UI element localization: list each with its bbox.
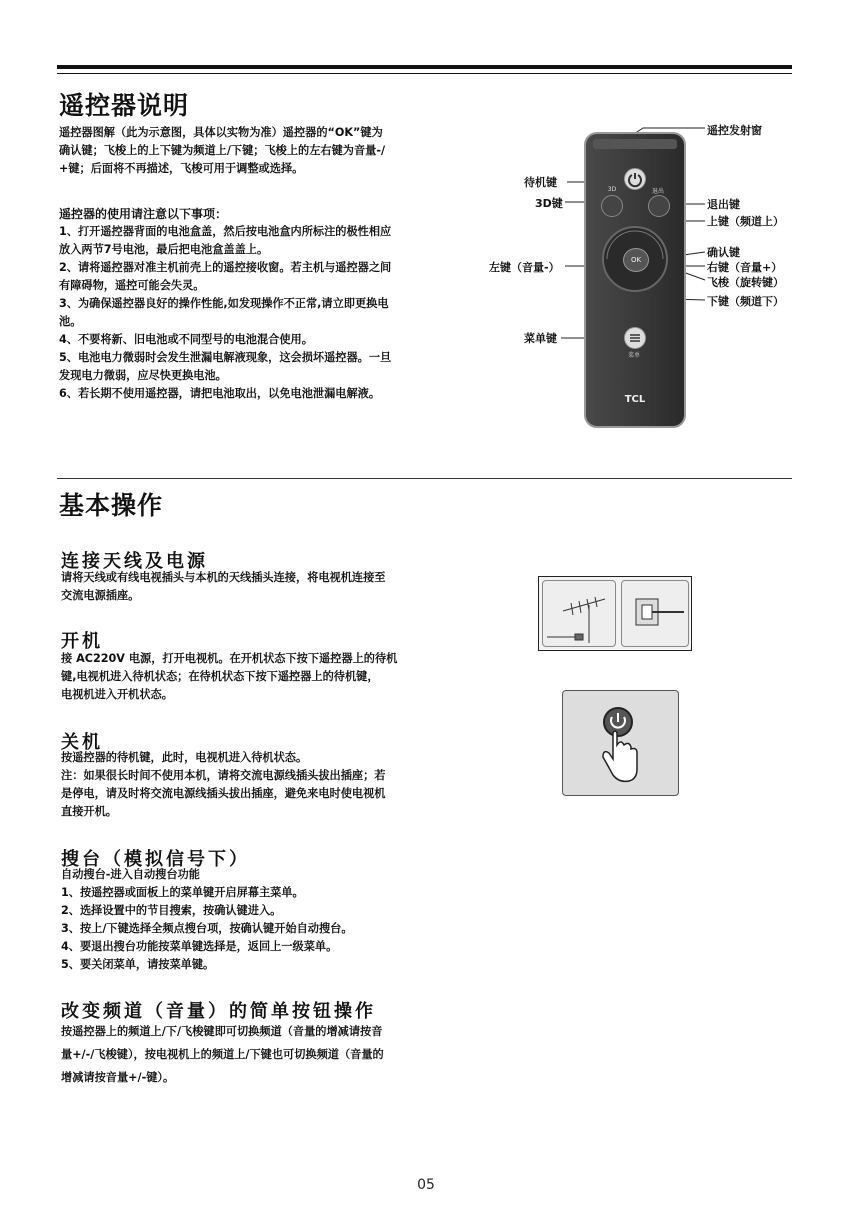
text-line: 6、若长期不使用遥控器，请把电池取出，以免电池泄漏电解液。 [59,387,381,400]
heading-power-off: 关机 [61,732,103,753]
3d-button-label: 3D [607,186,617,193]
text-line: 交流电源插座。 [61,589,140,602]
text-line: 3、按上/下键选择全频点搜台项，按确认键开始自动搜台。 [61,922,353,935]
menu-button-label: 菜单 [627,352,640,359]
label-left: 左键（音量-） [489,261,560,274]
finger-press-icon [563,691,678,795]
exit-button-label: 退出 [651,188,664,195]
text-line: 是停电，请及时将交流电源线插头拔出插座，避免来电时使电视机 [61,787,386,800]
text-line: 池。 [59,315,82,328]
text-line: 键,电视机进入待机状态；在待机状态下按下遥控器上的待机键， [61,670,379,683]
text-line: 按遥控器上的频道上/下/飞梭键即可切换频道（音量的增减请按音 [61,1025,383,1038]
text-line: +键；后面将不再描述，飞梭可用于调整或选择。 [59,162,304,175]
heading-tuning: 搜台（模拟信号下） [61,849,250,870]
text-line: 电视机进入开机状态。 [61,688,173,701]
text-line: 5、电池电力微弱时会发生泄漏电解液现象，这会损坏遥控器。一旦 [59,351,392,364]
power-on-text [61,650,481,704]
text-line: 1、按遥控器或面板上的菜单键开启屏幕主菜单。 [61,886,304,899]
menu-button[interactable] [624,327,646,349]
text-line: 遥控器图解（此为示意图，具体以实物为准）遥控器的“OK”键为 [59,126,383,139]
label-exit: 退出键 [707,198,740,211]
text-line: 4、不要将新、旧电池或不同型号的电池混合使用。 [59,333,313,346]
power-icon [625,169,645,189]
label-jog: 飞梭（旋转键） [707,276,784,289]
text-line: 发现电力微弱，应尽快更换电池。 [59,369,227,382]
ok-button[interactable]: OK [623,248,649,272]
text-line: 1、打开遥控器背面的电池盒盖，然后按电池盒内所标注的极性相应 [59,225,392,238]
power-socket-icon [622,581,688,646]
section-title-basic-operation: 基本操作 [59,491,164,520]
heading-power-on: 开机 [61,631,103,652]
label-down: 下键（频道下） [707,295,784,308]
text-line: 2、选择设置中的节目搜索，按确认键进入。 [61,904,282,917]
heading-antenna: 连接天线及电源 [61,551,208,572]
text-line: 注：如果很长时间不使用本机，请将交流电源线插头拔出插座；若 [61,769,386,782]
text-line: 放入两节7号电池，最后把电池盒盖盖上。 [59,243,269,256]
label-right: 右键（音量+） [707,261,783,274]
top-rule-thin [57,73,792,74]
text-line: 5、要关闭菜单，请按菜单键。 [61,958,215,971]
exit-button[interactable] [648,195,670,217]
remote-illustration [583,131,687,429]
socket-panel [621,580,689,647]
text-line: 自动搜台-进入自动搜台功能 [61,868,200,881]
brand-logo: TCL [624,394,646,405]
top-rule [57,65,792,69]
antenna-icon [543,581,615,646]
text-line: 确认键；飞梭上的上下键为频道上/下键；飞梭上的左右键为音量-/ [59,144,386,157]
label-up: 上键（频道上） [707,215,784,228]
notes-title: 遥控器的使用请注意以下事项： [59,207,228,221]
remote-intro [59,124,479,178]
power-press-illustration [562,690,679,796]
text-line: 增减请按音量+/-键）。 [61,1071,175,1084]
text-line: 3、为确保遥控器良好的操作性能,如发现操作不正常,请立即更换电 [59,297,389,310]
section-title-remote: 遥控器说明 [59,91,190,120]
3d-button[interactable] [601,195,623,217]
text-line: 按遥控器的待机键，此时，电视机进入待机状态。 [61,751,308,764]
label-menu: 菜单键 [524,332,557,345]
text-line: 直接开机。 [61,805,117,818]
text-line: 有障碍物，遥控可能会失灵。 [59,279,205,292]
text-line: 2、请将遥控器对准主机前壳上的遥控接收窗。若主机与遥控器之间 [59,261,392,274]
text-line: 4、要退出搜台功能按菜单键选择是，返回上一级菜单。 [61,940,338,953]
power-off-text [61,749,481,821]
remote-notes [59,205,479,403]
label-emitter: 遥控发射窗 [707,124,762,137]
heading-channel: 改变频道（音量）的简单按钮操作 [61,1001,376,1022]
text-line: 量+/-/飞梭键），按电视机上的频道上/下键也可切换频道（音量的 [61,1048,384,1061]
page-number: 05 [417,1177,435,1193]
text-line: 请将天线或有线电视插头与本机的天线插头连接，将电视机连接至 [61,571,386,584]
text-line: 接 AC220V 电源，打开电视机。在开机状态下按下遥控器上的待机 [61,652,398,665]
antenna-panel [542,580,616,647]
section-divider [57,478,792,479]
label-standby: 待机键 [524,176,557,189]
channel-text [61,1020,481,1089]
label-3d: 3D键 [535,197,563,210]
menu-icon [625,328,645,348]
antenna-power-illustration [538,576,692,651]
power-button[interactable] [624,168,646,190]
label-ok: 确认键 [707,246,740,259]
antenna-text [61,569,481,605]
tuning-text [61,866,481,974]
